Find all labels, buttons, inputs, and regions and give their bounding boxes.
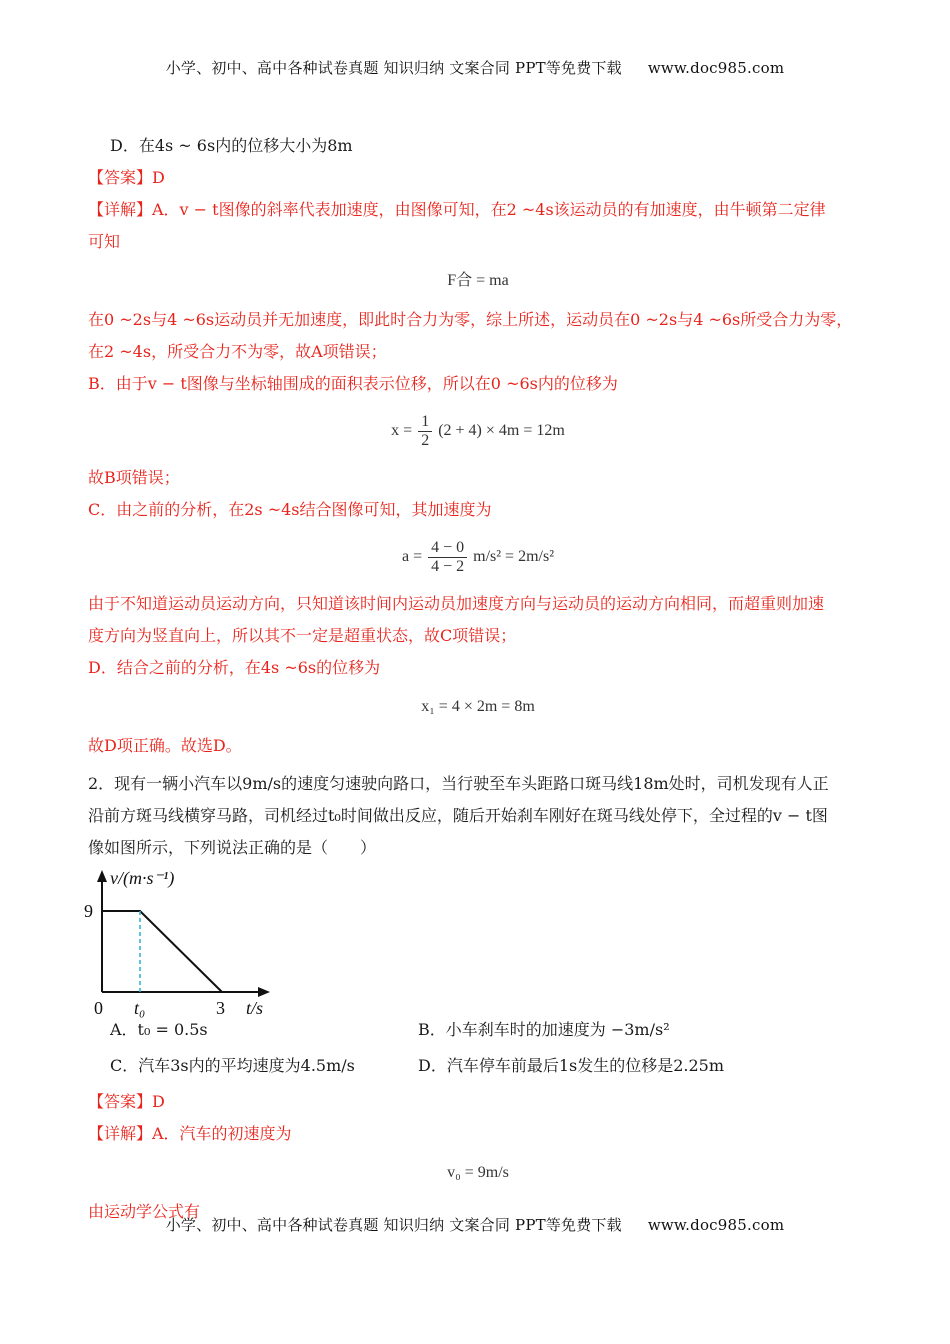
q1-detail-a-line3: 在0 ~2s与4 ~6s运动员并无加速度，即此时合力为零，综上所述，运动员在0 ~2s与4 ~6s所受合力为零， [88,310,853,329]
q1-option-d: D．在4s ~ 6s内的位移大小为8m [110,136,353,155]
header-url[interactable]: www.doc985.com [647,59,785,77]
q1-detail-c-line2: 由于不知道运动员运动方向，只知道该时间内运动员加速度方向与运动员的运动方向相同，而超重则加速 [88,594,825,613]
eq2-right: (2 + 4) × 4m = 12m [438,422,565,439]
eq2-denominator: 2 [421,431,430,449]
eq3-numerator: 4 − 0 [428,539,467,558]
x-axis-label: t/s [246,998,264,1018]
q2-option-d[interactable]: D．汽车停车前最后1s发生的位移是2.25m [418,1056,725,1075]
velocity-line [102,911,222,992]
q2-stem-line3: 像如图所示，下列说法正确的是（ ） [88,838,377,857]
q1-detail-a-line4: 在2 ~4s，所受合力不为零，故A项错误； [88,342,387,361]
footer-url[interactable]: www.doc985.com [647,1216,785,1234]
q2-option-b[interactable]: B．小车刹车时的加速度为 −3m/s² [418,1020,670,1039]
q1-detail-d-line1: D．结合之前的分析，在4s ~6s的位移为 [88,658,381,677]
x-tick-t0: t₀ [134,998,146,1018]
q1-equation-x1: x₁ = 4 × 2m = 8m [421,698,535,715]
q1-detail-d-line2: 故D项正确。故选D。 [88,736,242,755]
y-axis-label: v/(m·s⁻¹) [110,868,175,888]
y-axis-arrow-icon [97,870,107,882]
q2-option-a[interactable]: A．t₀ = 0.5s [110,1020,208,1039]
q1-equation-acceleration [88,526,868,588]
q1-equation-newton: F合 = ma [447,272,509,289]
footer-text: 小学、初中、高中各种试卷真题 知识归纳 文案合同 PPT等免费下载 [165,1216,622,1234]
q1-detail-b-line1: B．由于v − t图像与坐标轴围成的面积表示位移，所以在0 ~6s内的位移为 [88,374,618,393]
origin-label: 0 [94,998,103,1018]
eq2-numerator: 1 [418,413,432,432]
eq2-fraction [418,413,432,450]
q1-detail-a-line2: 可知 [88,232,121,251]
q2-options-row1 [88,1014,868,1050]
q1-detail-c-line1: C．由之前的分析，在2s ~4s结合图像可知，其加速度为 [88,500,492,519]
x-axis-arrow-icon [258,987,270,997]
x-tick-3: 3 [216,998,225,1018]
eq3-right: m/s² = 2m/s² [473,548,554,565]
vt-graph-svg [84,864,288,1018]
q2-detail-line2: 由运动学公式有 [88,1202,201,1221]
q2-option-c[interactable]: C．汽车3s内的平均速度为4.5m/s [110,1056,355,1075]
q2-answer: 【答案】D [88,1092,165,1111]
eq3-denominator: 4 − 2 [431,557,465,575]
q2-options-row2 [88,1050,868,1086]
q1-answer: 【答案】D [88,168,165,187]
eq2-left: x = [391,422,413,439]
q1-detail-b-line2: 故B项错误； [88,468,180,487]
q1-detail-c-line3: 度方向为竖直向上，所以其不一定是超重状态，故C项错误； [88,626,517,645]
page-content [84,130,868,1228]
q2-stem-line2: 沿前方斑马线横穿马路，司机经过t₀时间做出反应，随后开始刹车刚好在斑马线处停下，全过程的v − t图 [88,806,828,825]
header-text: 小学、初中、高中各种试卷真题 知识归纳 文案合同 PPT等免费下载 [165,59,622,77]
y-tick-9: 9 [84,901,93,921]
eq3-left: a = [401,548,423,565]
q1-detail-a-line1: 【详解】A．v − t图像的斜率代表加速度，由图像可知，在2 ~4s该运动员的有加速度，由牛顿第二定律 [88,200,826,219]
q2-stem-line1: 2．现有一辆小汽车以9m/s的速度匀速驶向路口，当行驶至车头距路口斑马线18m处时，司机发现有人正 [88,774,829,793]
page-footer [0,1214,950,1235]
q1-equation-displacement [88,400,868,462]
vt-graph [84,864,868,1018]
q2-equation-v0: v₀ = 9m/s [447,1164,509,1181]
q2-detail-line1: 【详解】A．汽车的初速度为 [88,1124,292,1143]
eq3-fraction [428,539,467,576]
page-header [0,57,950,78]
